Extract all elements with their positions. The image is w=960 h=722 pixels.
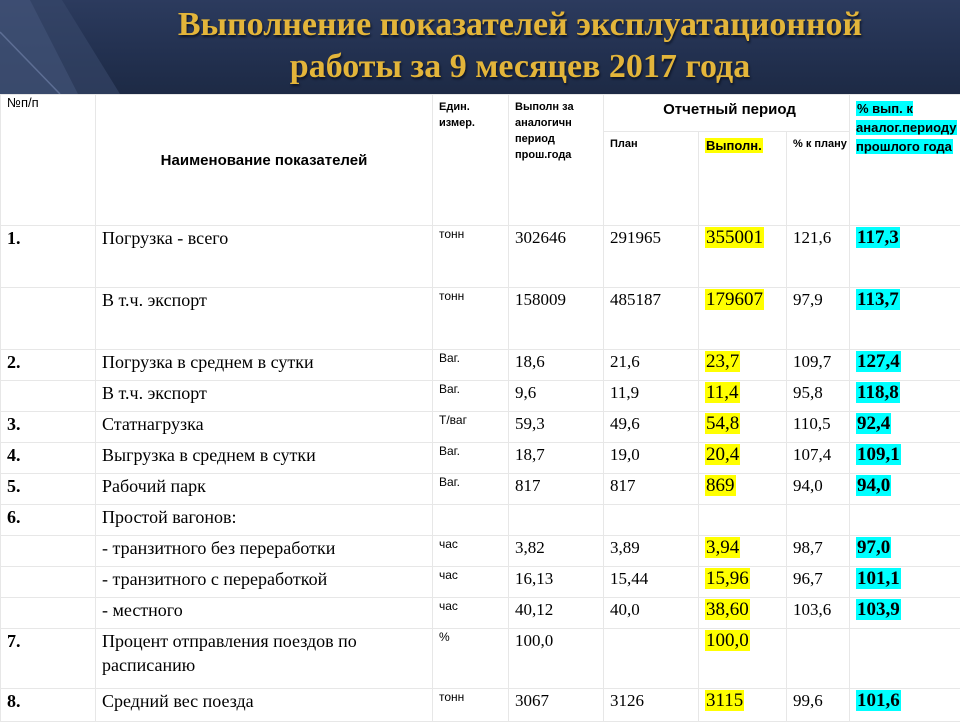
table-row: 8. Средний вес поезда тонн 3067 3126 3115 99,6 101,6 xyxy=(1,689,960,722)
table-row: 3. Статнагрузка Т/ваг 59,3 49,6 54,8 110,5 92,4 xyxy=(1,412,960,443)
header-report-period: Отчетный период xyxy=(604,95,850,132)
header-row-1 xyxy=(1,95,960,132)
table-row: 4. Выгрузка в среднем в сутки Ваг. 18,7 19,0 20,4 107,4 109,1 xyxy=(1,443,960,474)
header-pct-prev: % вып. к аналог.периоду прошлого года xyxy=(850,95,960,226)
table-row: - транзитного с переработкой час 16,13 15,44 15,96 96,7 101,1 xyxy=(1,567,960,598)
header-unit: Един. измер. xyxy=(433,95,509,226)
header-name: Наименование показателей xyxy=(96,95,433,226)
table-row: 6. Простой вагонов: xyxy=(1,505,960,536)
table-row: - транзитного без переработки час 3,82 3,89 3,94 98,7 97,0 xyxy=(1,536,960,567)
header-prev-period: Выполн за аналогичн период прош.года xyxy=(509,95,604,226)
title-line-2: работы за 9 месяцев 2017 года xyxy=(80,46,960,88)
table-row: 5. Рабочий парк Ваг. 817 817 869 94,0 94,0 xyxy=(1,474,960,505)
table-row: 2. Погрузка в среднем в сутки Ваг. 18,6 21,6 23,7 109,7 127,4 xyxy=(1,350,960,381)
header-plan: План xyxy=(604,132,699,226)
page-title xyxy=(80,4,960,88)
table-row: В т.ч. экспорт тонн 158009 485187 179607 97,9 113,7 xyxy=(1,288,960,350)
table-row: 7. Процент отправления поездов по расписанию % 100,0 100,0 xyxy=(1,629,960,689)
header-fact: Выполн. xyxy=(699,132,787,226)
table-row: - местного час 40,12 40,0 38,60 103,6 103,9 xyxy=(1,598,960,629)
title-line-1: Выполнение показателей эксплуатационной xyxy=(80,4,960,46)
table-row: 1. Погрузка - всего тонн 302646 291965 355001 121,6 117,3 xyxy=(1,226,960,288)
header-num: №п/п xyxy=(1,95,96,226)
indicators-table xyxy=(0,94,960,722)
table-row: В т.ч. экспорт Ваг. 9,6 11,9 11,4 95,8 118,8 xyxy=(1,381,960,412)
title-banner xyxy=(0,0,960,94)
header-pct-plan: % к плану xyxy=(787,132,850,226)
